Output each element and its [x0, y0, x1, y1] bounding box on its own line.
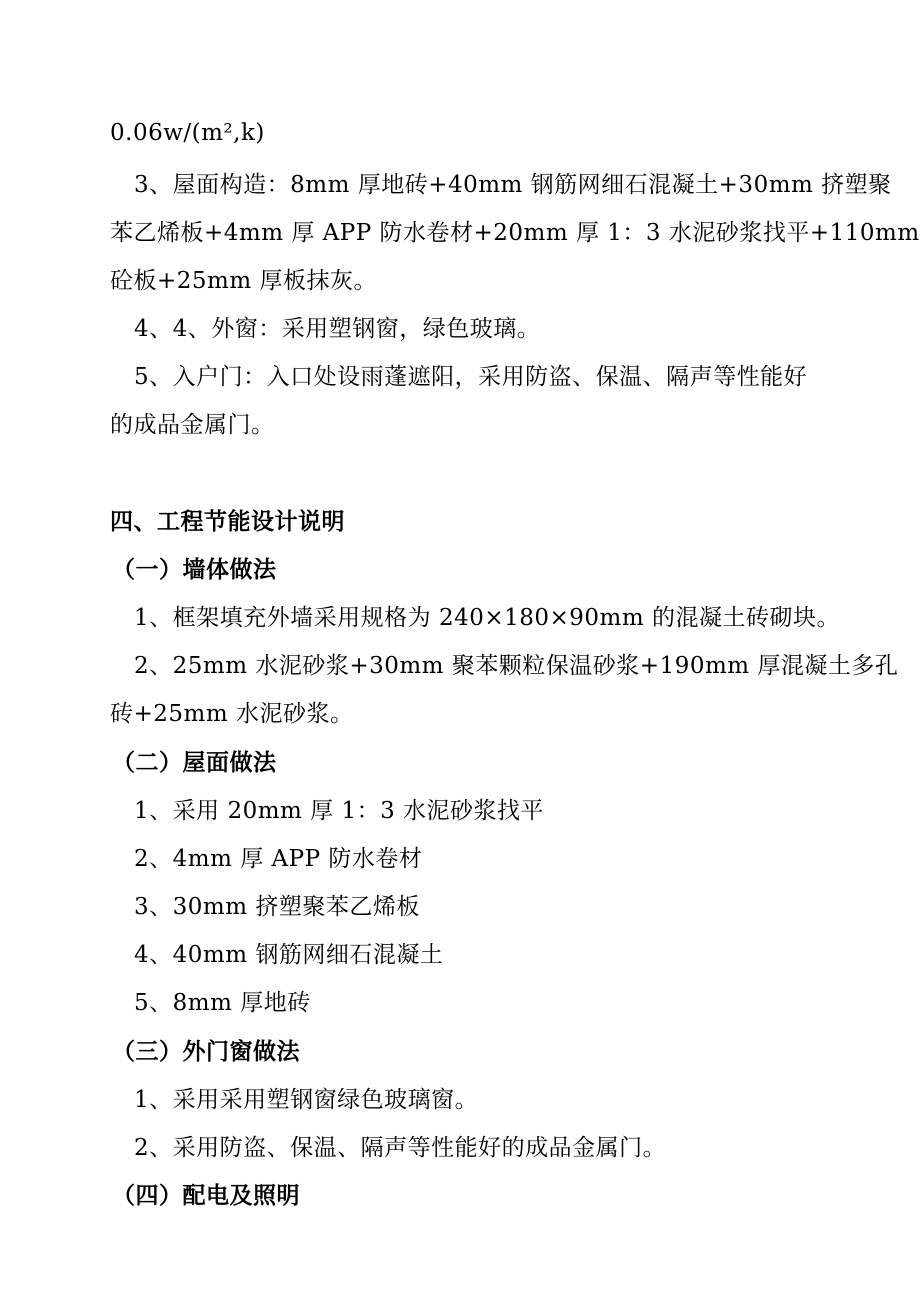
roof-item-2: 2、4mm 厚 APP 防水卷材: [134, 846, 423, 872]
section-title-energy-design: 四、工程节能设计说明: [110, 509, 345, 535]
text-line-roof-structure-3: 砼板+25mm 厚板抹灰。: [110, 268, 377, 294]
roof-item-5: 5、8mm 厚地砖: [134, 990, 311, 1016]
text-line-exterior-window: 4、4、外窗：采用塑钢窗，绿色玻璃。: [134, 316, 541, 342]
wall-item-1: 1、框架填充外墙采用规格为 240×180×90mm 的混凝土砖砌块。: [134, 605, 840, 631]
subheading-roof: （二）屋面做法: [112, 750, 277, 776]
text-line-entry-door-2: 的成品金属门。: [110, 412, 275, 438]
windows-item-1: 1、采用采用塑钢窗绿色玻璃窗。: [134, 1087, 479, 1113]
wall-item-2: 2、25mm 水泥砂浆+30mm 聚苯颗粒保温砂浆+190mm 厚混凝土多孔: [134, 653, 899, 679]
text-line-roof-structure-1: 3、屋面构造：8mm 厚地砖+40mm 钢筋网细石混凝土+30mm 挤塑聚: [134, 172, 892, 198]
roof-item-4: 4、40mm 钢筋网细石混凝土: [134, 942, 444, 968]
subheading-wall: （一）墙体做法: [112, 557, 277, 583]
text-line-thermal-value: 0.06w/(m²,k): [110, 120, 265, 146]
wall-item-2-cont: 砖+25mm 水泥砂浆。: [110, 701, 354, 727]
windows-item-2: 2、采用防盗、保温、隔声等性能好的成品金属门。: [134, 1135, 667, 1161]
subheading-power-lighting: （四）配电及照明: [112, 1183, 300, 1209]
text-line-roof-structure-2: 苯乙烯板+4mm 厚 APP 防水卷材+20mm 厚 1：3 水泥砂浆找平+110mm: [110, 220, 920, 246]
subheading-windows-doors: （三）外门窗做法: [112, 1039, 300, 1065]
roof-item-3: 3、30mm 挤塑聚苯乙烯板: [134, 894, 420, 920]
text-line-entry-door-1: 5、入户门：入口处设雨蓬遮阳，采用防盗、保温、隔声等性能好: [134, 364, 808, 390]
roof-item-1: 1、采用 20mm 厚 1：3 水泥砂浆找平: [134, 798, 545, 824]
